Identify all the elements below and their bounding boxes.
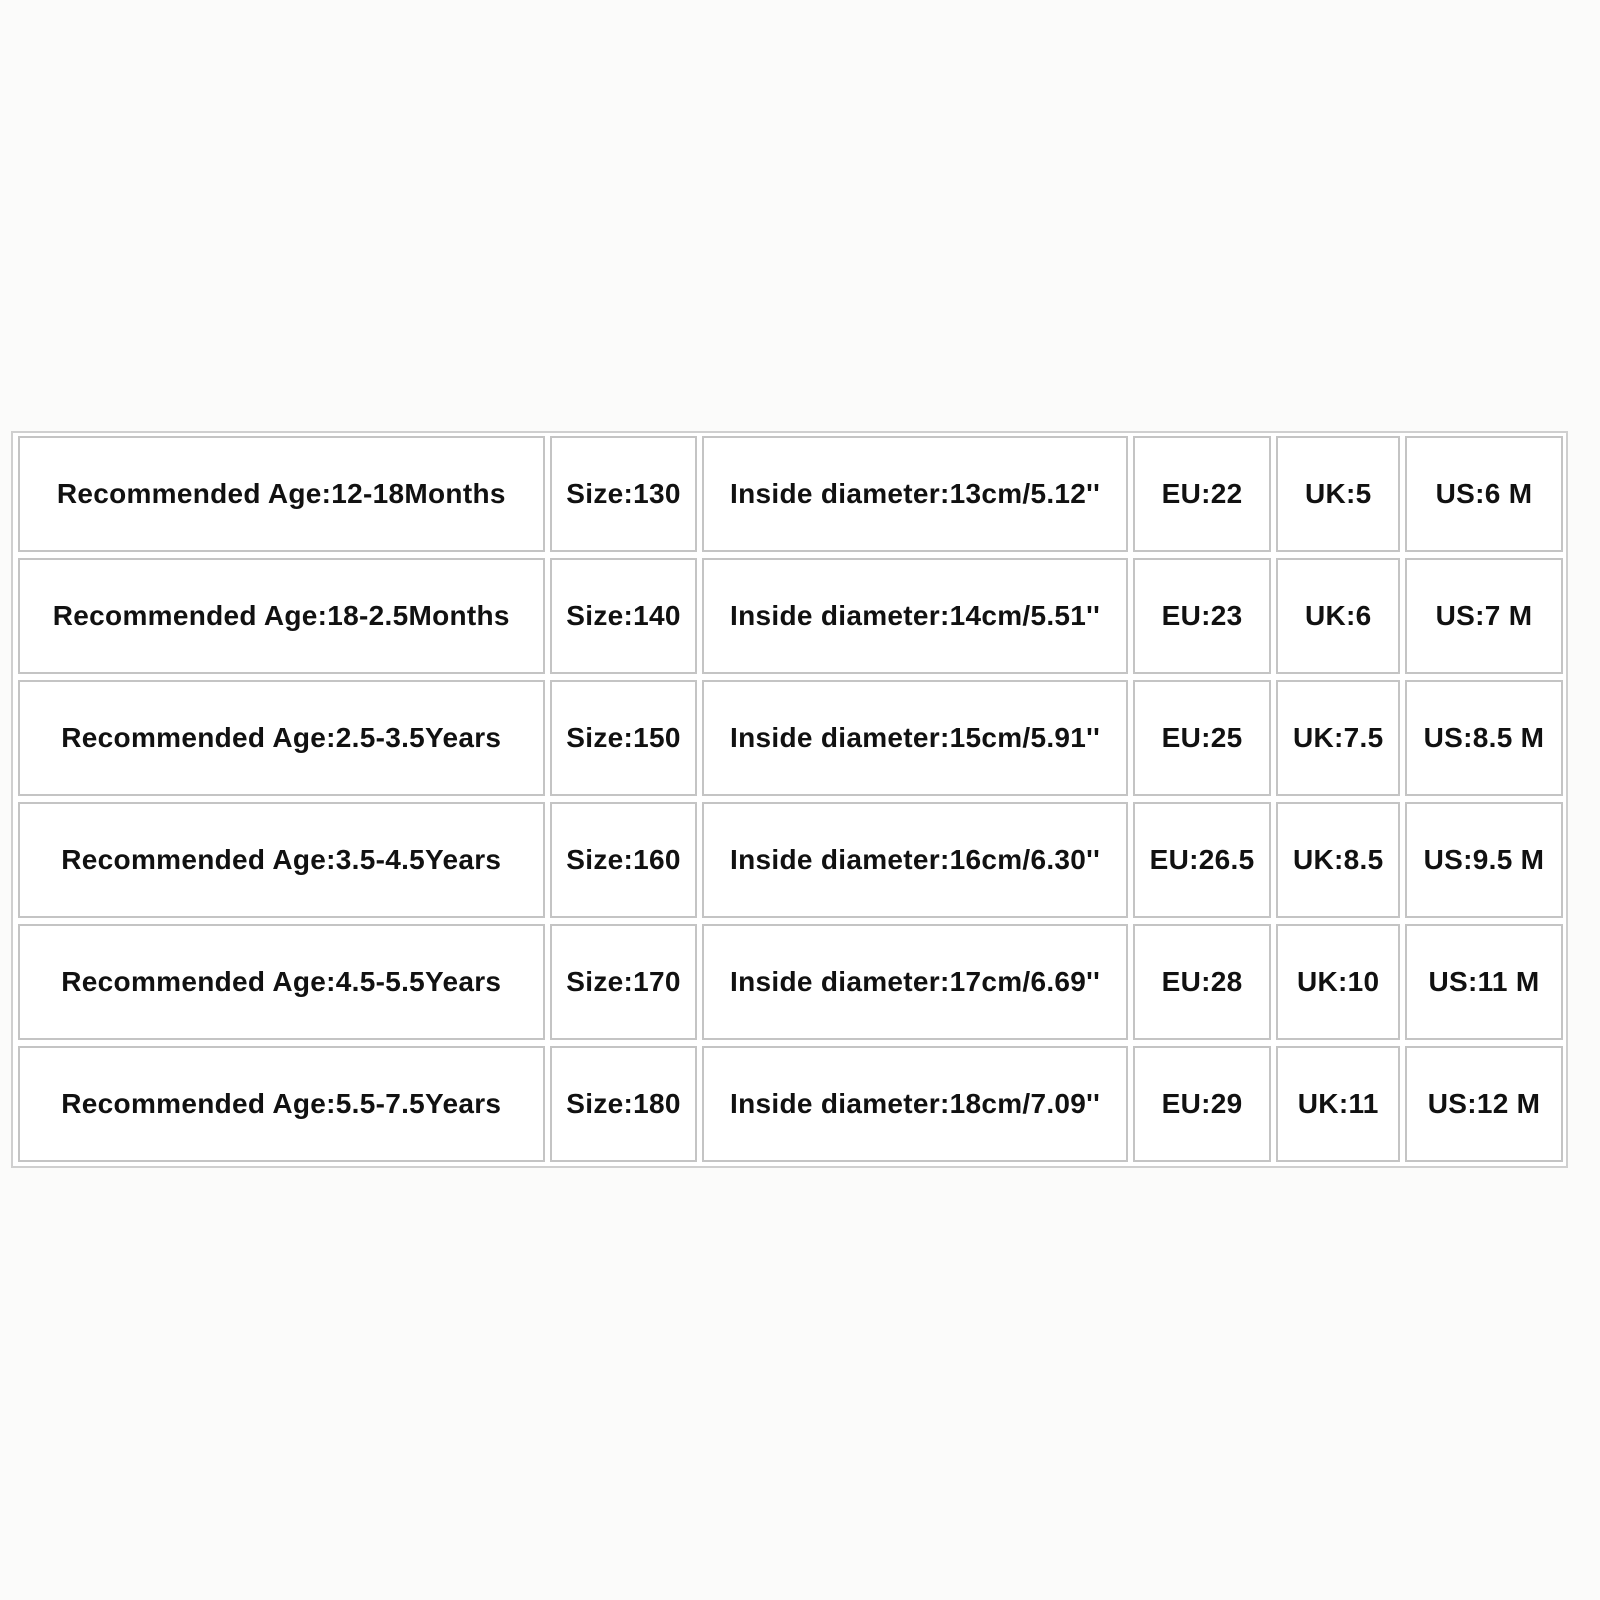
diameter-cell: Inside diameter:14cm/5.51'' — [702, 558, 1127, 674]
uk-cell: UK:11 — [1276, 1046, 1400, 1162]
eu-cell: EU:22 — [1133, 436, 1272, 552]
table-row — [18, 802, 1563, 918]
diameter-cell: Inside diameter:16cm/6.30'' — [702, 802, 1127, 918]
eu-cell: EU:26.5 — [1133, 802, 1272, 918]
us-cell: US:7 M — [1405, 558, 1563, 674]
size-chart — [13, 430, 1568, 1168]
diameter-cell: Inside diameter:13cm/5.12'' — [702, 436, 1127, 552]
table-row — [18, 558, 1563, 674]
eu-cell: EU:29 — [1133, 1046, 1272, 1162]
size-cell: Size:160 — [550, 802, 698, 918]
table-row — [18, 680, 1563, 796]
eu-cell: EU:25 — [1133, 680, 1272, 796]
size-cell: Size:180 — [550, 1046, 698, 1162]
age-cell: Recommended Age:12-18Months — [18, 436, 545, 552]
us-cell: US:11 M — [1405, 924, 1563, 1040]
uk-cell: UK:6 — [1276, 558, 1400, 674]
us-cell: US:12 M — [1405, 1046, 1563, 1162]
us-cell: US:8.5 M — [1405, 680, 1563, 796]
diameter-cell: Inside diameter:15cm/5.91'' — [702, 680, 1127, 796]
table-row — [18, 924, 1563, 1040]
size-cell: Size:130 — [550, 436, 698, 552]
uk-cell: UK:8.5 — [1276, 802, 1400, 918]
age-cell: Recommended Age:18-2.5Months — [18, 558, 545, 674]
size-cell: Size:140 — [550, 558, 698, 674]
size-chart-table — [11, 431, 1568, 1168]
eu-cell: EU:28 — [1133, 924, 1272, 1040]
table-row — [18, 436, 1563, 552]
us-cell: US:9.5 M — [1405, 802, 1563, 918]
eu-cell: EU:23 — [1133, 558, 1272, 674]
age-cell: Recommended Age:2.5-3.5Years — [18, 680, 545, 796]
us-cell: US:6 M — [1405, 436, 1563, 552]
age-cell: Recommended Age:5.5-7.5Years — [18, 1046, 545, 1162]
age-cell: Recommended Age:4.5-5.5Years — [18, 924, 545, 1040]
uk-cell: UK:5 — [1276, 436, 1400, 552]
uk-cell: UK:7.5 — [1276, 680, 1400, 796]
diameter-cell: Inside diameter:17cm/6.69'' — [702, 924, 1127, 1040]
diameter-cell: Inside diameter:18cm/7.09'' — [702, 1046, 1127, 1162]
size-cell: Size:150 — [550, 680, 698, 796]
table-row — [18, 1046, 1563, 1162]
age-cell: Recommended Age:3.5-4.5Years — [18, 802, 545, 918]
size-cell: Size:170 — [550, 924, 698, 1040]
uk-cell: UK:10 — [1276, 924, 1400, 1040]
